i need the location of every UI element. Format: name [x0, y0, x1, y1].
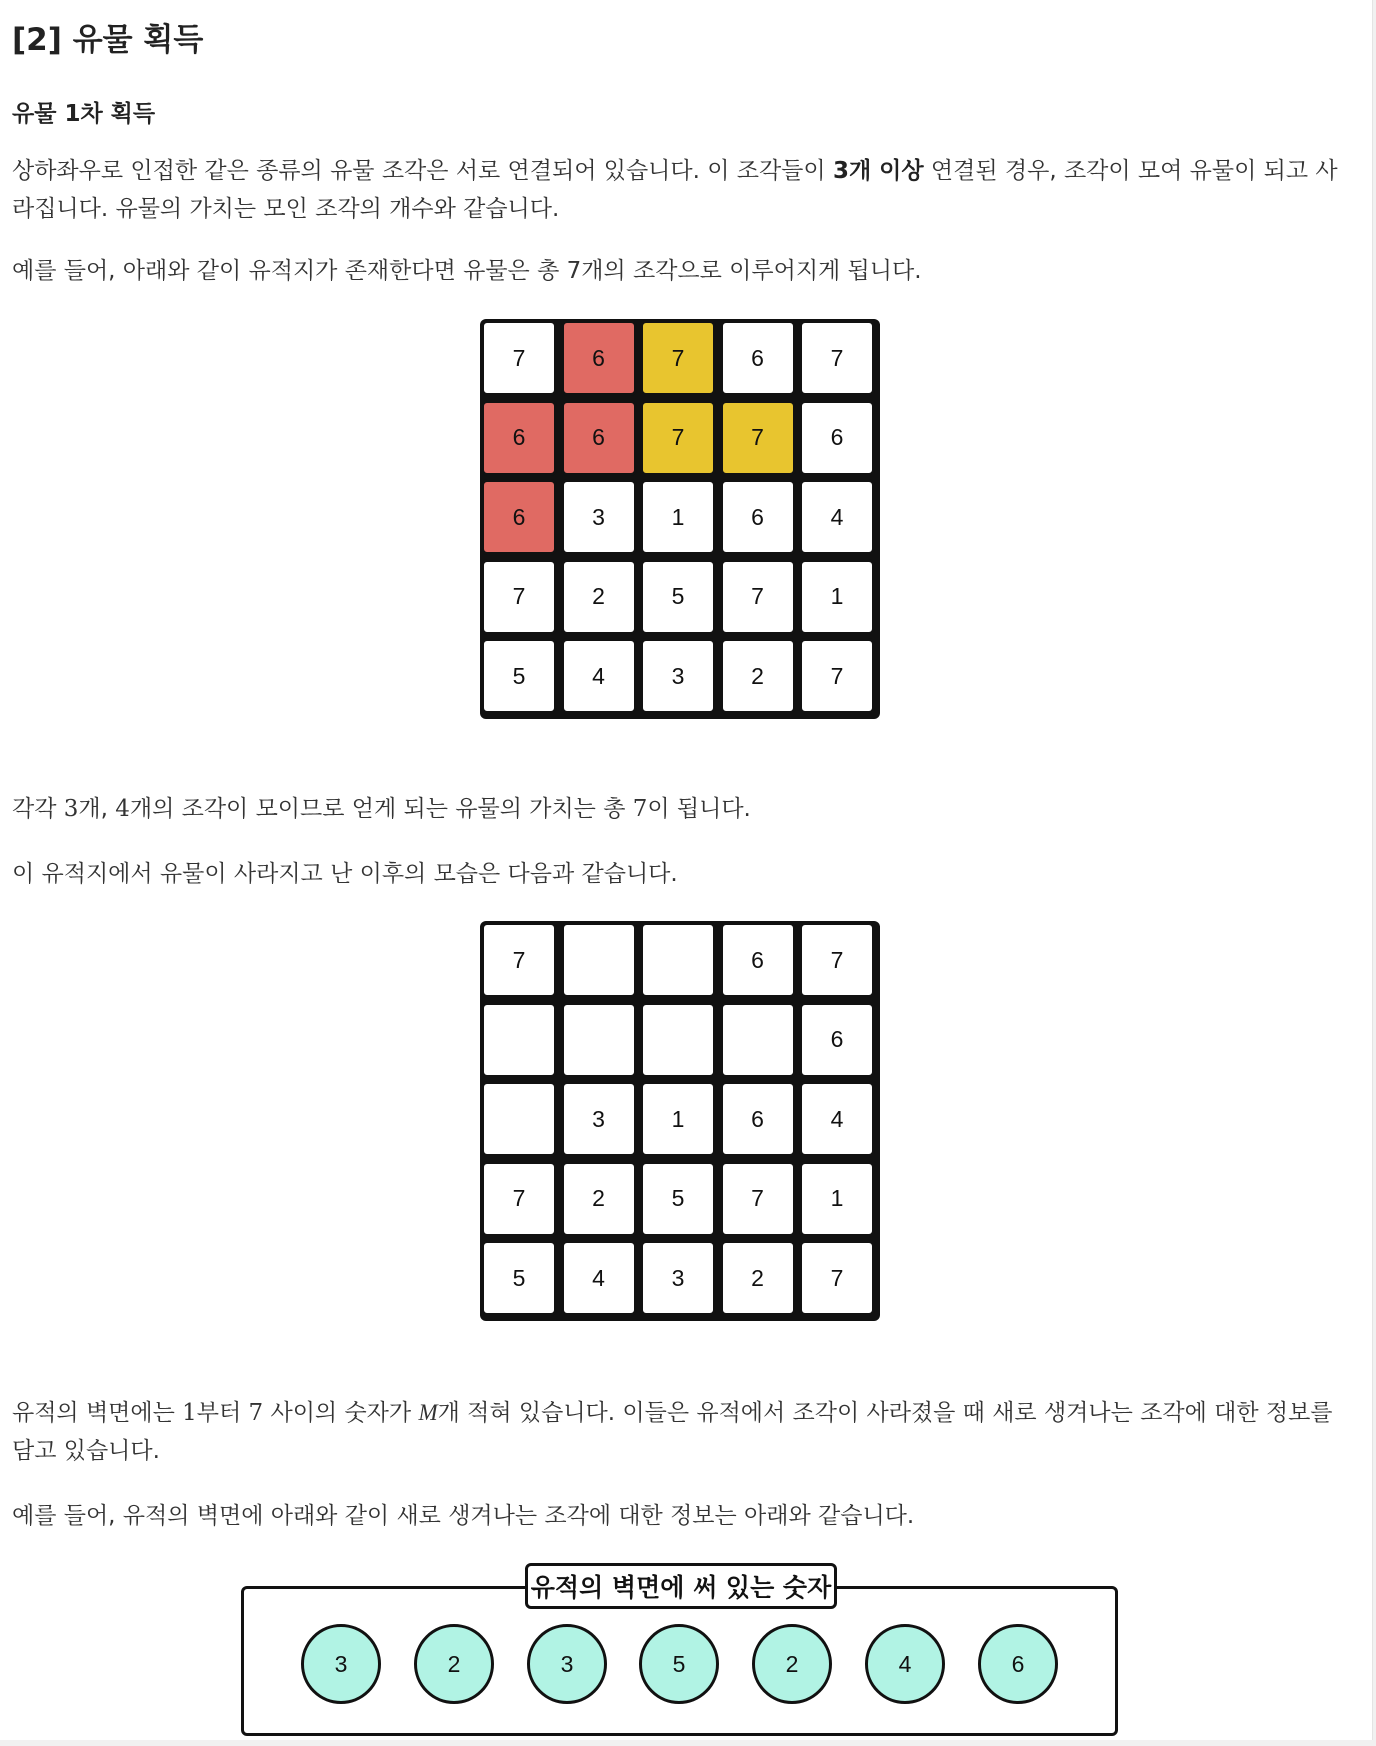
grid-cell: 6: [481, 479, 557, 555]
grid-cell: [640, 922, 716, 998]
paragraph-example-intro: 예를 들어, 아래와 같이 유적지가 존재한다면 유물은 총 7개의 조각으로 이루어지게 됩니다.: [12, 258, 922, 284]
grid-cell: 7: [799, 922, 875, 998]
grid-cell: [561, 922, 637, 998]
grid-cell: 3: [640, 638, 716, 714]
text-segment: 상하좌우로 인접한 같은 종류의 유물 조각은 서로 연결되어 있습니다. 이 조각들이: [12, 158, 833, 184]
math-number: 1: [182, 1400, 197, 1426]
text-segment: 개의 조각이 모이므로 얻게 되는 유물의 가치는 총: [129, 796, 633, 822]
grid-cell: [561, 1002, 637, 1078]
grid-cell: 1: [799, 1161, 875, 1237]
subsection-title: 유물 1차 획득: [12, 101, 156, 127]
page-bottom-strip: [0, 1740, 1376, 1746]
text-segment: 각각: [12, 796, 64, 822]
grid-cell: 7: [720, 400, 796, 476]
paragraph-connection-rule: [12, 152, 1352, 228]
wall-numbers-label: 유적의 벽면에 써 있는 숫자: [525, 1563, 837, 1609]
grid-cell: 3: [640, 1240, 716, 1316]
grid-cell: 4: [561, 1240, 637, 1316]
grid-cell: 3: [561, 479, 637, 555]
grid-cell: 2: [720, 638, 796, 714]
grid-cell: [481, 1081, 557, 1157]
paragraph-wall-example: 예를 들어, 유적의 벽면에 아래와 같이 새로 생겨나는 조각에 대한 정보는 아래와 같습니다.: [12, 1503, 915, 1529]
grid-cell: 1: [640, 479, 716, 555]
grid-cell: [640, 1002, 716, 1078]
text-segment: 연결된 경우, 조각이 모여 유물이 되고 사라집니다. 유물의 가치는 모인 조각의 개수와 같습니다.: [12, 158, 1338, 222]
grid-cell: 7: [799, 320, 875, 396]
grid-cell: 4: [799, 1081, 875, 1157]
text-segment: 사이의 숫자가: [263, 1400, 419, 1426]
grid-cell: [481, 1002, 557, 1078]
paragraph-wall-numbers: [12, 1394, 1352, 1470]
grid-cell: 7: [481, 320, 557, 396]
grid-cell: 6: [720, 479, 796, 555]
grid-cell: 3: [561, 1081, 637, 1157]
grid-cell: 5: [640, 1161, 716, 1237]
math-number: 4: [115, 796, 130, 822]
grid-cell: 7: [481, 922, 557, 998]
text-segment: 개 적혀 있습니다. 이들은 유적에서 조각이 사라졌을 때 새로 생겨나는 조각에 대한 정보를 담고 있습니다.: [12, 1400, 1333, 1464]
grid-cell: 7: [720, 559, 796, 635]
grid-cell: 6: [720, 922, 796, 998]
grid-cell: 7: [720, 1161, 796, 1237]
grid-cell: 4: [799, 479, 875, 555]
bold-text: 3개 이상: [832, 158, 924, 184]
text-segment: 이 됩니다.: [647, 796, 751, 822]
math-variable: M: [418, 1400, 438, 1425]
text-segment: 개,: [78, 796, 116, 822]
math-number: 7: [248, 1400, 264, 1426]
grid-cell: 5: [481, 638, 557, 714]
grid-cell: 4: [561, 638, 637, 714]
grid-after: [480, 921, 880, 1321]
page-right-border: [1372, 0, 1376, 1746]
grid-cell: 6: [561, 320, 637, 396]
grid-before: [480, 319, 880, 719]
grid-cell: 5: [481, 1240, 557, 1316]
text-segment: 유적의 벽면에는: [12, 1400, 183, 1426]
grid-cell: [720, 1002, 796, 1078]
wall-number-circle: 2: [752, 1624, 832, 1704]
grid-cell: 7: [481, 1161, 557, 1237]
grid-cell: 2: [720, 1240, 796, 1316]
grid-cell: 5: [640, 559, 716, 635]
wall-number-circle: 4: [865, 1624, 945, 1704]
grid-cell: 2: [561, 559, 637, 635]
grid-cell: 6: [720, 320, 796, 396]
grid-cell: 7: [481, 559, 557, 635]
wall-number-circle: 5: [639, 1624, 719, 1704]
grid-cell: 7: [640, 320, 716, 396]
grid-cell: 1: [799, 559, 875, 635]
grid-cell: 2: [561, 1161, 637, 1237]
grid-cell: 6: [561, 400, 637, 476]
wall-number-circle: 3: [527, 1624, 607, 1704]
grid-cell: 7: [799, 1240, 875, 1316]
math-number: 3: [63, 796, 79, 822]
grid-cell: 7: [640, 400, 716, 476]
wall-number-circle: 6: [978, 1624, 1058, 1704]
section-title: [2] 유물 획득: [12, 22, 204, 58]
grid-cell: 6: [799, 1002, 875, 1078]
wall-number-circle: 3: [301, 1624, 381, 1704]
math-number: 7: [632, 796, 648, 822]
grid-cell: 6: [799, 400, 875, 476]
grid-cell: 7: [799, 638, 875, 714]
text-segment: 부터: [196, 1400, 249, 1426]
wall-number-circle: 2: [414, 1624, 494, 1704]
paragraph-value-sum: [12, 790, 1352, 828]
grid-cell: 6: [481, 400, 557, 476]
grid-cell: 6: [720, 1081, 796, 1157]
grid-cell: 1: [640, 1081, 716, 1157]
paragraph-after-removal: 이 유적지에서 유물이 사라지고 난 이후의 모습은 다음과 같습니다.: [12, 861, 678, 887]
